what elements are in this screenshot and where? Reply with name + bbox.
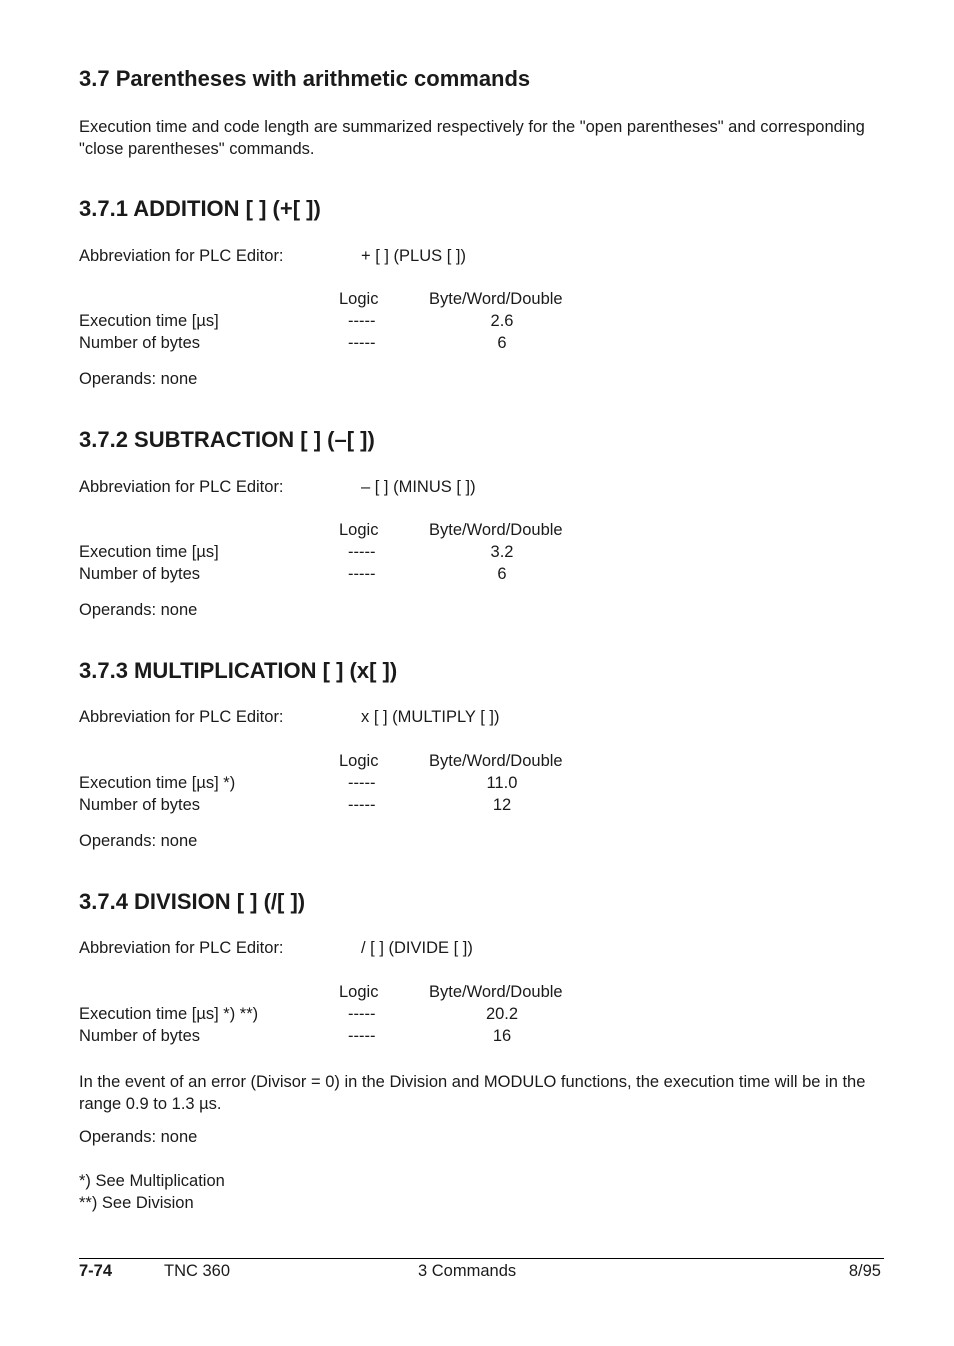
footer-date: 8/95 [848,1262,881,1280]
footer-divider [79,1258,884,1259]
footer-chapter: 3 Commands [418,1262,517,1280]
col-header-logic: Logic [339,983,379,1001]
section-title: 3.7.1 ADDITION [ ] (+[ ]) [79,196,321,221]
operands-text: Operands: none [79,601,198,619]
error-note: In the event of an error (Divisor = 0) in the Division and MODULO functions, the execution time will be in the range 0.9 to 1.3 µs. [79,1073,866,1113]
section-title: 3.7.2 SUBTRACTION [ ] (–[ ]) [79,427,375,452]
row-value: 12 [492,796,512,814]
row-logic: ----- [348,774,376,792]
page-title: 3.7 Parentheses with arithmetic commands [79,66,531,91]
operands-text: Operands: none [79,1128,198,1146]
row-label: Number of bytes [79,796,201,814]
row-label: Number of bytes [79,565,201,583]
operands-text: Operands: none [79,832,198,850]
section-title: 3.7.3 MULTIPLICATION [ ] (x[ ]) [79,658,398,683]
row-logic: ----- [348,312,376,330]
row-label: Execution time [µs] *) [79,774,236,792]
abbr-value: – [ ] (MINUS [ ]) [361,478,476,496]
row-logic: ----- [348,565,376,583]
abbr-value: x [ ] (MULTIPLY [ ]) [361,708,500,726]
intro-paragraph: Execution time and code length are summarized respectively for the "open parentheses" and corresponding "close parentheses" commands. [79,118,865,158]
row-label: Execution time [µs] [79,543,219,561]
col-header-bwd: Byte/Word/Double [429,521,563,539]
row-value: 6 [497,334,507,352]
abbr-label: Abbreviation for PLC Editor: [79,708,284,726]
row-label: Execution time [µs] *) **) [79,1005,259,1023]
footnote-multiplication: *) See Multiplication [79,1172,225,1190]
row-value: 2.6 [490,312,514,330]
row-label: Number of bytes [79,1027,201,1045]
col-header-logic: Logic [339,752,379,770]
row-value: 20.2 [485,1005,519,1023]
row-value: 6 [497,565,507,583]
row-value: 3.2 [490,543,514,561]
footnote-division: **) See Division [79,1194,194,1212]
col-header-logic: Logic [339,290,379,308]
row-logic: ----- [348,1005,376,1023]
abbr-value: / [ ] (DIVIDE [ ]) [361,939,473,957]
row-logic: ----- [348,796,376,814]
abbr-label: Abbreviation for PLC Editor: [79,478,284,496]
col-header-logic: Logic [339,521,379,539]
abbr-label: Abbreviation for PLC Editor: [79,247,284,265]
abbr-value: + [ ] (PLUS [ ]) [361,247,466,265]
row-logic: ----- [348,1027,376,1045]
page-number: 7-74 [79,1262,113,1280]
footer-product: TNC 360 [164,1262,231,1280]
row-logic: ----- [348,543,376,561]
row-logic: ----- [348,334,376,352]
row-label: Number of bytes [79,334,201,352]
abbr-label: Abbreviation for PLC Editor: [79,939,284,957]
col-header-bwd: Byte/Word/Double [429,752,563,770]
row-value: 16 [492,1027,512,1045]
col-header-bwd: Byte/Word/Double [429,983,563,1001]
operands-text: Operands: none [79,370,198,388]
col-header-bwd: Byte/Word/Double [429,290,563,308]
row-value: 11.0 [486,774,518,792]
row-label: Execution time [µs] [79,312,219,330]
section-title: 3.7.4 DIVISION [ ] (/[ ]) [79,889,306,914]
